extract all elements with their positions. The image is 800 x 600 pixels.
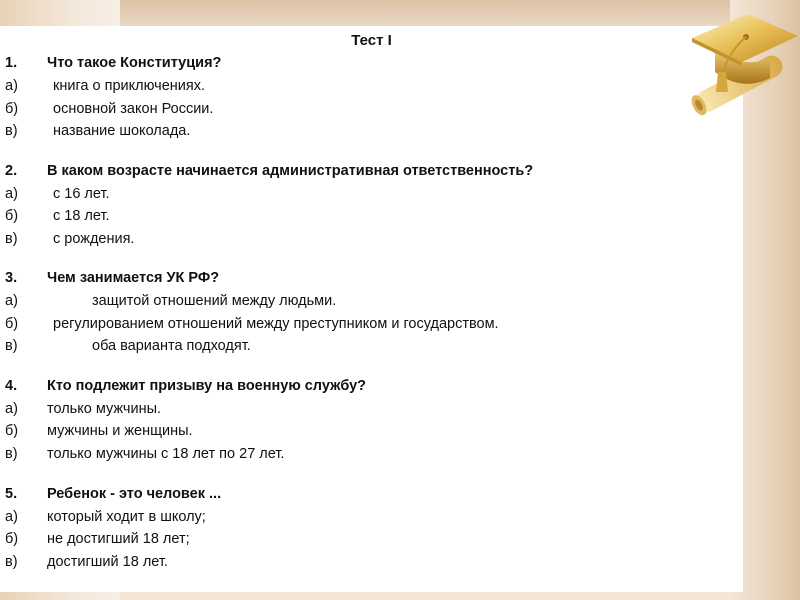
answer-text: мужчины и женщины. xyxy=(47,423,193,439)
answer-text: только мужчины с 18 лет по 27 лет. xyxy=(47,446,285,462)
answer-mark: а) xyxy=(5,186,18,202)
answer-text: название шоколада. xyxy=(53,123,191,139)
answer-mark: б) xyxy=(5,531,19,547)
graduation-cap-icon xyxy=(670,0,800,120)
question-number: 1. xyxy=(5,55,18,71)
question-text: Чем занимается УК РФ? xyxy=(47,270,220,286)
question-number: 5. xyxy=(5,486,18,502)
answer-text: достигший 18 лет. xyxy=(47,554,168,570)
answer-mark: в) xyxy=(5,123,18,139)
question-number: 4. xyxy=(5,378,18,394)
answer-text: книга о приключениях. xyxy=(53,78,206,94)
answer-mark: а) xyxy=(5,401,18,417)
answer-text: с рождения. xyxy=(53,231,135,247)
answer-text: с 16 лет. xyxy=(53,186,110,202)
answer-mark: б) xyxy=(5,316,19,332)
answer-text: защитой отношений между людьми. xyxy=(92,293,337,309)
answer-mark: б) xyxy=(5,101,19,117)
answer-mark: в) xyxy=(5,231,18,247)
answer-mark: б) xyxy=(5,208,19,224)
question-number: 3. xyxy=(5,270,18,286)
question-text: Ребенок - это человек ... xyxy=(47,486,222,502)
answer-text: только мужчины. xyxy=(47,401,162,417)
answer-mark: в) xyxy=(5,446,18,462)
answer-text: с 18 лет. xyxy=(53,208,110,224)
answer-mark: а) xyxy=(5,509,18,525)
test-title: Тест I xyxy=(351,32,392,49)
test-sheet xyxy=(0,26,743,592)
answer-mark: в) xyxy=(5,338,18,354)
answer-text: который ходит в школу; xyxy=(47,509,206,525)
answer-mark: б) xyxy=(5,423,19,439)
question-text: Что такое Конституция? xyxy=(47,55,222,71)
question-text: В каком возрасте начинается административная ответственность? xyxy=(47,163,534,179)
question-number: 2. xyxy=(5,163,18,179)
answer-mark: а) xyxy=(5,78,18,94)
answer-mark: в) xyxy=(5,554,18,570)
answer-text: регулированием отношений между преступником и государством. xyxy=(53,316,499,332)
answer-text: основной закон России. xyxy=(53,101,214,117)
answer-text: не достигший 18 лет; xyxy=(47,531,190,547)
answer-mark: а) xyxy=(5,293,18,309)
question-text: Кто подлежит призыву на военную службу? xyxy=(47,378,367,394)
answer-text: оба варианта подходят. xyxy=(92,338,251,354)
